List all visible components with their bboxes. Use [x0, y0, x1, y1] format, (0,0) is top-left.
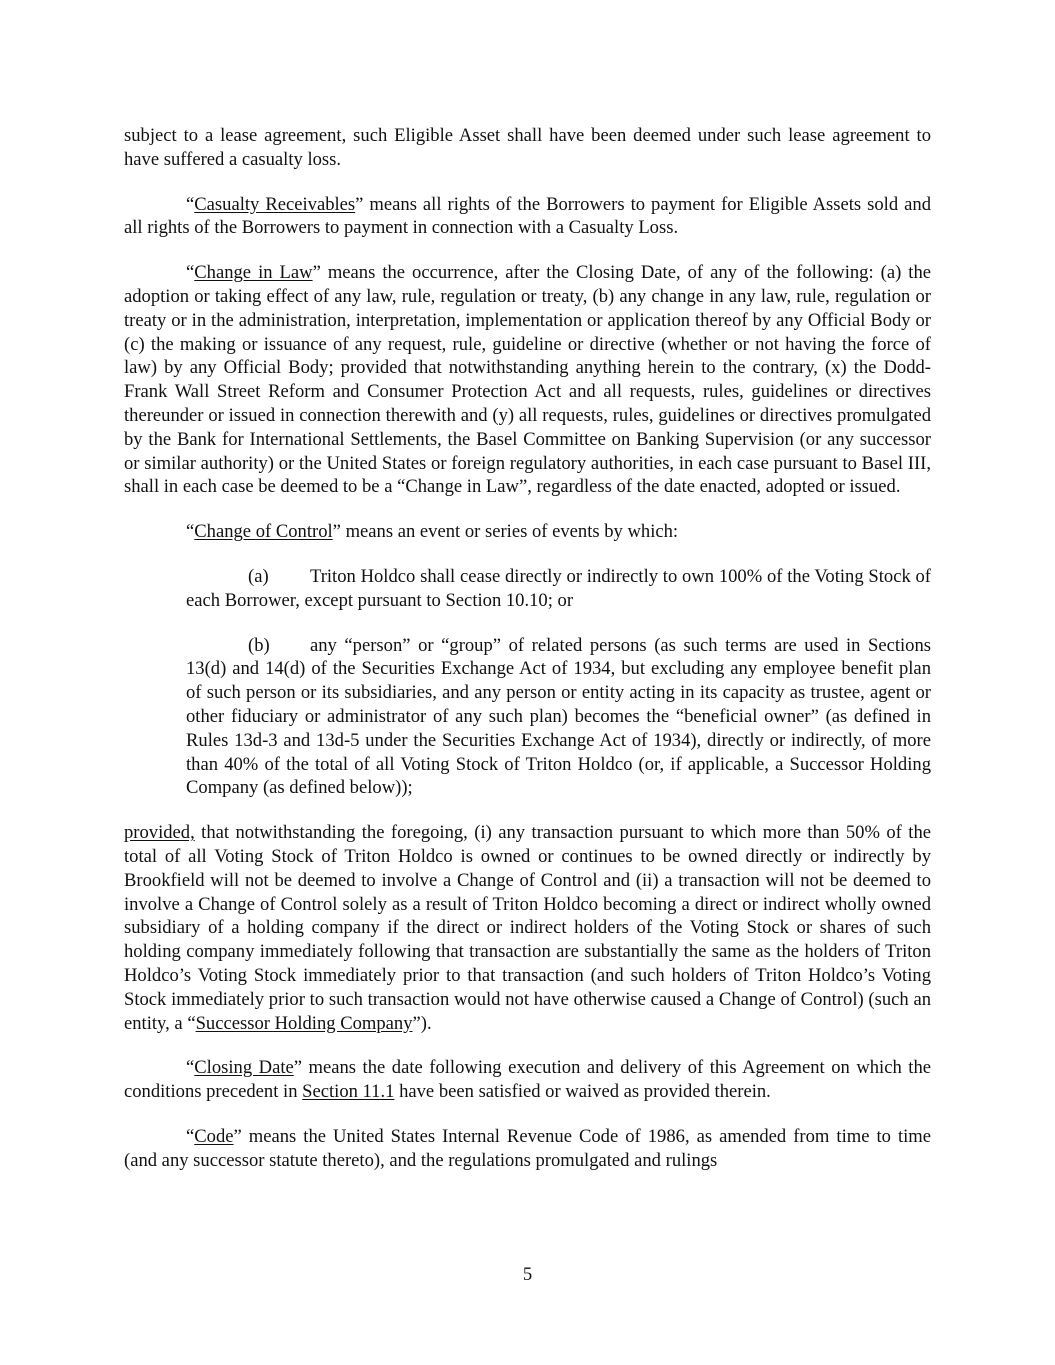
definition-text: ” means the United States Internal Revenue Code of 1986, as amended from time to time (and any successor statute thereto), and the regulations promulgated and rulings: [124, 1125, 931, 1171]
definition-change-in-law: [124, 261, 931, 499]
proviso-lead: provided,: [124, 822, 195, 844]
definition-code: [124, 1125, 931, 1173]
section-reference: Section 11.1: [302, 1081, 395, 1103]
definition-text: have been satisfied or waived as provided therein.: [394, 1081, 771, 1103]
clause-marker: (a): [248, 565, 269, 587]
clause-a: [186, 565, 931, 613]
quote-open: “: [186, 193, 195, 215]
clause-marker: (b): [248, 634, 270, 656]
definition-closing-date: [124, 1056, 931, 1104]
quote-open: “: [186, 1125, 195, 1147]
quote-open: “: [186, 1057, 195, 1079]
quote-open: “: [186, 521, 195, 543]
definition-change-of-control: [124, 520, 931, 544]
clause-text: Triton Holdco shall cease directly or indirectly to own 100% of the Voting Stock of each Borrower, except pursuant to Section 10.10; or: [186, 565, 931, 611]
document-page: [124, 124, 931, 1193]
proviso-paragraph: [124, 821, 931, 1035]
quote-open: “: [186, 262, 195, 284]
definition-text: ” means an event or series of events by which:: [332, 521, 679, 543]
definition-text: ” means all rights of the Borrowers to payment for Eligible Assets sold and all rights of the Borrowers to payment in connection with a Casualty Loss.: [124, 193, 931, 239]
definition-text: ” means the occurrence, after the Closing Date, of any of the following: (a) the adoption or taking effect of any law, rule, regulation or treaty, (b) any change in any law, rule, regulation or treaty or in the administration, interpretation, implementation or application thereof by any Official Body or (c) the making or issuance of any request, rule, guideline or directive (whether or not having the force of law) by any Official Body; provided that notwithstanding anything herein to the contrary, (x) the Dodd-Frank Wall Street Reform and Consumer Protection Act and all requests, rules, guidelines or directives thereunder or issued in connection therewith and (y) all requests, rules, guidelines or directives promulgated by the Bank for International Settlements, the Basel Committee on Banking Supervision (or any successor or similar authority) or the United States or foreign regulatory authorities, in each case pursuant to Basel III, shall in each case be deemed to be a “Change in Law”, regardless of the date enacted, adopted or issued.: [124, 262, 931, 498]
proviso-text: that notwithstanding the foregoing, (i) any transaction pursuant to which more than 50% of the total of all Voting Stock of Triton Holdco is owned or continues to be owned directly or indirectly by Brookfield will not be deemed to involve a Change of Control and (ii) a transaction will not be deemed to involve a Change of Control solely as a result of Triton Holdco becoming a direct or indirect wholly owned subsidiary of a holding company if the direct or indirect holders of the Voting Stock or shares of such holding company immediately following that transaction are substantially the same as the holders of Triton Holdco’s Voting Stock immediately prior to that transaction (and such holders of Triton Holdco’s Voting Stock immediately prior to such transaction would not have otherwise caused a Change of Control) (such an entity, a “: [124, 822, 931, 1034]
defined-term: Change of Control: [194, 521, 333, 543]
page-number: 5: [522, 1264, 533, 1285]
defined-term: Successor Holding Company: [195, 1012, 413, 1034]
clause-text: any “person” or “group” of related persons (as such terms are used in Sections 13(d) and 14(d) of the Securities Exchange Act of 1934, but excluding any employee benefit plan of such person or its subsidiaries, and any person or entity acting in its capacity as trustee, agent or other fiduciary or administrator of any such plan) becomes the “beneficial owner” (as defined in Rules 13d-3 and 13d-5 under the Securities Exchange Act of 1934), directly or indirectly, of more than 40% of the total of all Voting Stock of Triton Holdco (or, if applicable, a Successor Holding Company (as defined below));: [186, 634, 931, 799]
definition-casualty-receivables: [124, 193, 931, 241]
defined-term: Casualty Receivables: [194, 193, 356, 215]
defined-term: Code: [194, 1125, 234, 1147]
defined-term: Change in Law: [194, 262, 313, 284]
paragraph-lease-continuation: subject to a lease agreement, such Eligible Asset shall have been deemed under such lease agreement to have suffered a casualty loss.: [124, 125, 931, 170]
definition-text: ” means the date following execution and delivery of this Agreement on which the conditions precedent in: [124, 1057, 931, 1103]
clause-b: [186, 634, 931, 801]
defined-term: Closing Date: [194, 1057, 294, 1079]
quote-close: ”).: [412, 1012, 432, 1034]
